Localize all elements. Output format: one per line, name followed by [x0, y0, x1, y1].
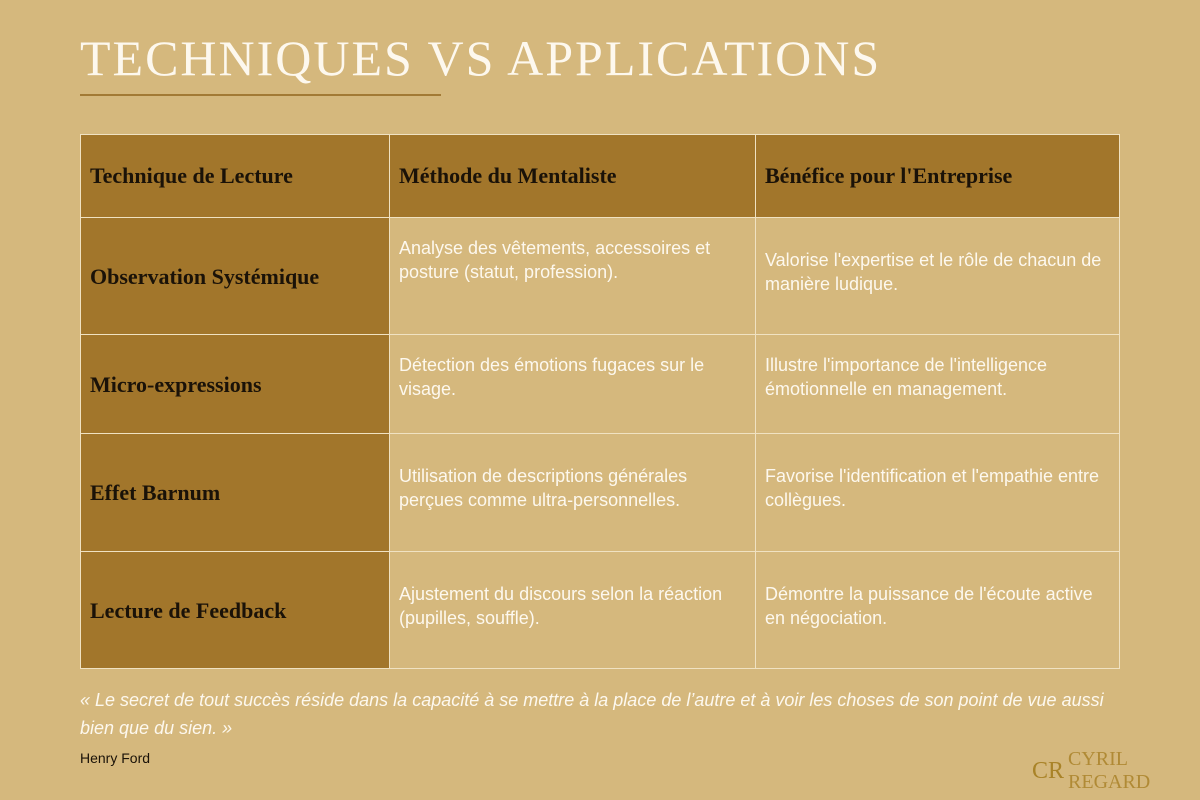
methode-cell: Utilisation de descriptions générales perçues comme ultra-personnelles.: [390, 434, 756, 552]
methode-cell: Ajustement du discours selon la réaction (pupilles, souffle).: [390, 552, 756, 669]
quote: « Le secret de tout succès réside dans la capacité à se mettre à la place de l’autre et à voir les choses de son point de vue aussi bien que du sien. »: [80, 690, 1104, 738]
table-header-row: [81, 135, 1120, 218]
benefice-cell: Illustre l'importance de l'intelligence émotionnelle en management.: [756, 335, 1120, 434]
technique-cell: Micro-expressions: [81, 335, 390, 434]
benefice-cell: Démontre la puissance de l'écoute active en négociation.: [756, 552, 1120, 669]
header-technique: Technique de Lecture: [81, 135, 390, 218]
table-row: [81, 552, 1120, 669]
logo-text: CYRIL REGARD: [1068, 748, 1151, 793]
benefice-cell: Favorise l'identification et l'empathie entre collègues.: [756, 434, 1120, 552]
methode-cell: Détection des émotions fugaces sur le visage.: [390, 335, 756, 434]
table-row: [81, 335, 1120, 434]
quote-author: Henry Ford: [80, 750, 151, 766]
benefice-cell: Valorise l'expertise et le rôle de chacun de manière ludique.: [756, 218, 1120, 335]
logo-monogram: CR: [1032, 757, 1065, 784]
table-row: [81, 434, 1120, 552]
comparison-table: [80, 134, 1120, 669]
technique-cell: Observation Systémique: [81, 218, 390, 335]
technique-cell: Lecture de Feedback: [81, 552, 390, 669]
page-title: TECHNIQUES VS APPLICATIONS: [80, 30, 882, 86]
header-benefice: Bénéfice pour l'Entreprise: [756, 135, 1120, 218]
methode-cell: Analyse des vêtements, accessoires et posture (statut, profession).: [390, 218, 756, 335]
brand-logo: [1032, 748, 1200, 794]
table-row: [81, 218, 1120, 335]
title-underline: [80, 94, 441, 96]
header-methode: Méthode du Mentaliste: [390, 135, 756, 218]
technique-cell: Effet Barnum: [81, 434, 390, 552]
